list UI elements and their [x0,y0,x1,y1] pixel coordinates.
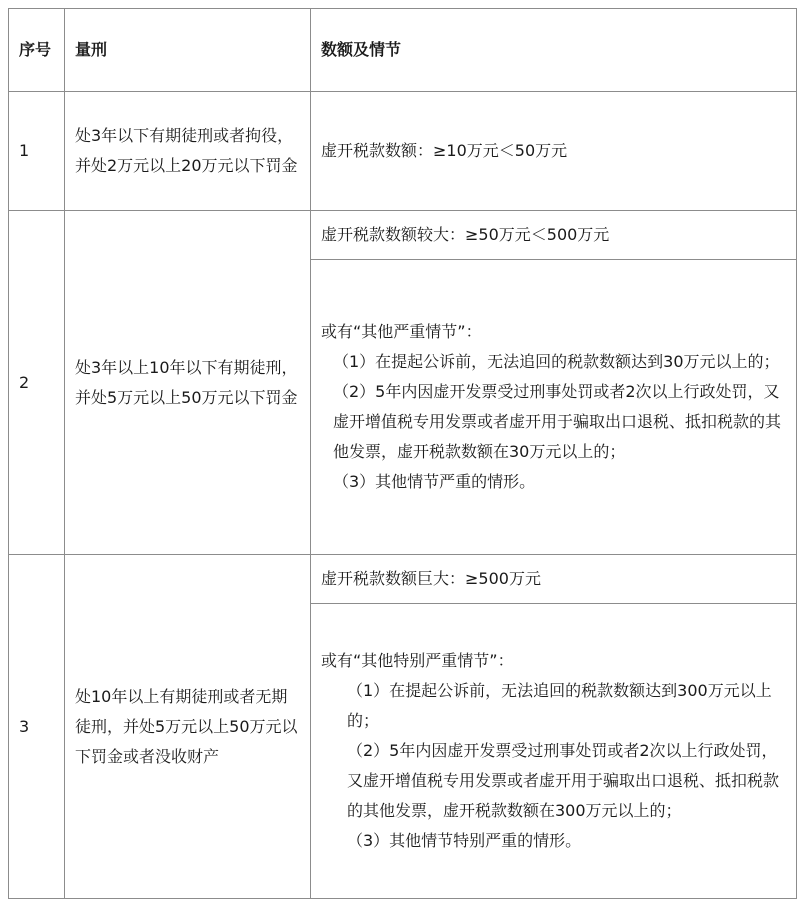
amount-cell: 虚开税款数额：≥10万元＜50万元 [311,92,797,211]
header-no: 序号 [9,9,65,92]
header-penalty: 量刑 [65,9,311,92]
circumstance-item: （2）5年内因虚开发票受过刑事处罚或者2次以上行政处罚，又虚开增值税专用发票或者虚开用于骗取出口退税、抵扣税款的其他发票，虚开税款数额在300万元以上的； [347,741,780,820]
row-number: 2 [9,211,65,555]
circumstance-intro: 或有“其他严重情节”： [321,322,482,341]
circumstance-item: （1）在提起公诉前，无法追回的税款数额达到300万元以上的； [347,681,772,730]
circumstance-intro: 或有“其他特别严重情节”： [321,651,514,670]
table-row [9,92,797,211]
table-row [9,211,797,260]
row-number: 3 [9,555,65,899]
circumstance-item: （2）5年内因虚开发票受过刑事处罚或者2次以上行政处罚，又虚开增值税专用发票或者虚开用于骗取出口退税、抵扣税款的其他发票，虚开税款数额在30万元以上的； [333,382,782,461]
circumstance-cell [311,260,797,555]
circumstance-item: （1）在提起公诉前，无法追回的税款数额达到30万元以上的； [333,352,780,371]
circumstance-item: （3）其他情节特别严重的情形。 [347,831,582,850]
amount-cell: 虚开税款数额较大：≥50万元＜500万元 [311,211,797,260]
table-row [9,555,797,604]
row-number: 1 [9,92,65,211]
circumstance-cell [311,604,797,899]
penalty-cell: 处3年以下有期徒刑或者拘役，并处2万元以上20万元以下罚金 [65,92,311,211]
penalty-cell: 处3年以上10年以下有期徒刑，并处5万元以上50万元以下罚金 [65,211,311,555]
circumstance-item: （3）其他情节严重的情形。 [333,472,536,491]
header-detail: 数额及情节 [311,9,797,92]
amount-cell: 虚开税款数额巨大：≥500万元 [311,555,797,604]
header-row [9,9,797,92]
sentencing-table [8,8,797,899]
penalty-cell: 处10年以上有期徒刑或者无期徒刑，并处5万元以上50万元以下罚金或者没收财产 [65,555,311,899]
